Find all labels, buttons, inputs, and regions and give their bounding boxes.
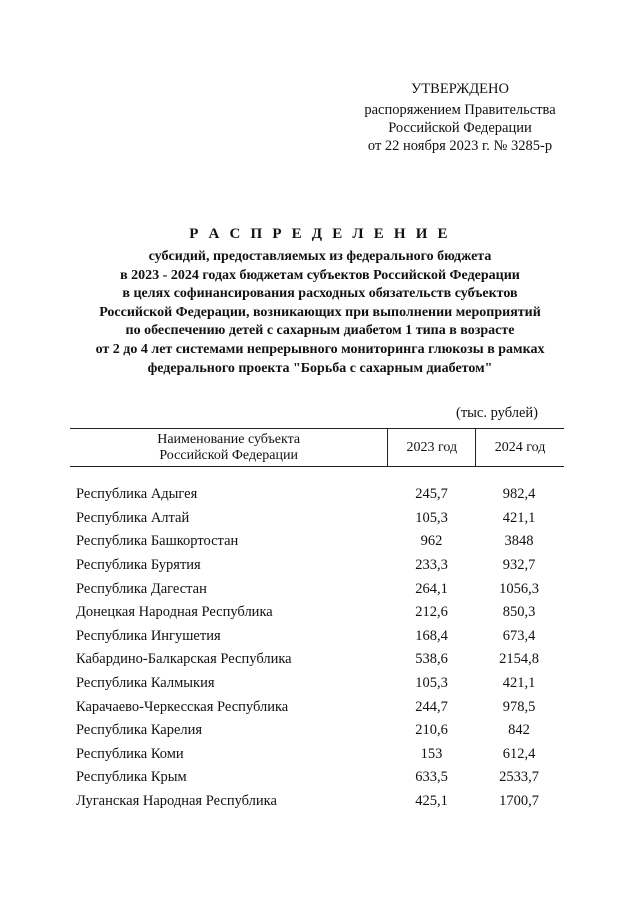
value-2024-cell: 421,1 xyxy=(502,509,536,526)
region-name-cell: Республика Башкортостан xyxy=(76,533,239,550)
table-row xyxy=(70,530,564,554)
value-2024-cell: 1700,7 xyxy=(499,793,539,810)
subtitle-line: Российской Федерации, возникающих при выполнении мероприятий xyxy=(99,304,541,320)
value-2023-cell: 538,6 xyxy=(415,651,448,668)
region-name-cell: Республика Калмыкия xyxy=(76,675,215,692)
region-name-cell: Республика Коми xyxy=(76,745,184,762)
subtitle-line: по обеспечению детей с сахарным диабетом 1 типа в возрасте xyxy=(125,323,515,339)
region-name-cell: Республика Бурятия xyxy=(76,557,201,574)
subtitle-line: в целях софинансирования расходных обязательств субъектов xyxy=(122,286,518,302)
header-region-name-line: Наименование субъекта xyxy=(157,431,301,447)
table-row xyxy=(70,625,564,649)
header-region-name xyxy=(70,429,388,466)
region-name-cell: Карачаево-Черкесская Республика xyxy=(76,698,289,715)
value-2023-cell: 105,3 xyxy=(415,509,448,526)
value-2023-cell: 233,3 xyxy=(415,557,448,574)
document-subtitle xyxy=(60,248,580,378)
header-year-2023: 2023 год xyxy=(388,429,476,466)
table-row xyxy=(70,790,564,814)
value-2024-cell: 850,3 xyxy=(502,604,536,621)
approval-authority-country: Российской Федерации xyxy=(388,120,532,136)
region-name-cell: Республика Алтай xyxy=(76,509,190,526)
value-2023-cell: 168,4 xyxy=(415,627,448,644)
value-2023-cell: 153 xyxy=(420,745,443,762)
table-row xyxy=(70,766,564,790)
value-2024-cell: 3848 xyxy=(504,533,534,550)
value-2024-cell: 1056,3 xyxy=(499,580,539,597)
table-row xyxy=(70,577,564,601)
region-name-cell: Республика Карелия xyxy=(76,722,203,739)
table-row xyxy=(70,483,564,507)
value-2023-cell: 264,1 xyxy=(415,580,448,597)
value-2024-cell: 612,4 xyxy=(502,745,536,762)
subtitle-line: от 2 до 4 лет системами непрерывного мониторинга глюкозы в рамках xyxy=(95,341,545,357)
table-row xyxy=(70,743,564,767)
table-row xyxy=(70,672,564,696)
region-name-cell: Донецкая Народная Республика xyxy=(76,604,273,621)
table-row xyxy=(70,719,564,743)
value-2023-cell: 210,6 xyxy=(415,722,448,739)
header-year-2024: 2024 год xyxy=(494,439,546,455)
region-name-cell: Республика Дагестан xyxy=(76,580,207,597)
region-name-cell: Республика Адыгея xyxy=(76,486,198,503)
value-2024-cell: 978,5 xyxy=(502,698,536,715)
value-2023-cell: 245,7 xyxy=(415,486,448,503)
units-label: (тыс. рублей) xyxy=(456,405,538,421)
region-name-cell: Республика Ингушетия xyxy=(76,627,221,644)
value-2023-cell: 244,7 xyxy=(415,698,448,715)
approval-authority: распоряжением Правительства xyxy=(364,102,556,118)
header-region-name-line: Российской Федерации xyxy=(159,447,298,463)
value-2024-cell: 673,4 xyxy=(502,627,536,644)
approval-date-number: от 22 ноября 2023 г. № 3285-р xyxy=(367,138,553,154)
region-name-cell: Кабардино-Балкарская Республика xyxy=(76,651,292,668)
value-2024-cell: 2154,8 xyxy=(499,651,539,668)
subtitle-line: в 2023 - 2024 годах бюджетам субъектов Российской Федерации xyxy=(120,267,520,283)
table-row xyxy=(70,695,564,719)
region-name-cell: Луганская Народная Республика xyxy=(76,793,277,810)
value-2024-cell: 982,4 xyxy=(502,486,536,503)
value-2023-cell: 212,6 xyxy=(415,604,448,621)
value-2024-cell: 2533,7 xyxy=(499,769,539,786)
table-row xyxy=(70,601,564,625)
table-body xyxy=(70,467,564,813)
value-2023-cell: 962 xyxy=(420,533,443,550)
table-row xyxy=(70,648,564,672)
table-row xyxy=(70,507,564,531)
approval-stamp: УТВЕРЖДЕНО xyxy=(411,81,509,97)
value-2024-cell: 932,7 xyxy=(502,557,536,574)
value-2023-cell: 633,5 xyxy=(415,769,448,786)
value-2023-cell: 425,1 xyxy=(415,793,448,810)
subtitle-line: субсидий, предоставляемых из федерального бюджета xyxy=(148,249,492,264)
value-2024-cell: 421,1 xyxy=(502,675,536,692)
distribution-table xyxy=(70,428,564,813)
region-name-cell: Республика Крым xyxy=(76,769,187,786)
table-header xyxy=(70,428,564,467)
document-title: Р А С П Р Е Д Е Л Е Н И Е xyxy=(189,226,451,242)
approval-block xyxy=(345,80,575,155)
subtitle-line: федерального проекта "Борьба с сахарным диабетом" xyxy=(147,360,493,376)
value-2024-cell: 842 xyxy=(508,722,530,739)
value-2023-cell: 105,3 xyxy=(415,675,448,692)
table-row xyxy=(70,554,564,578)
